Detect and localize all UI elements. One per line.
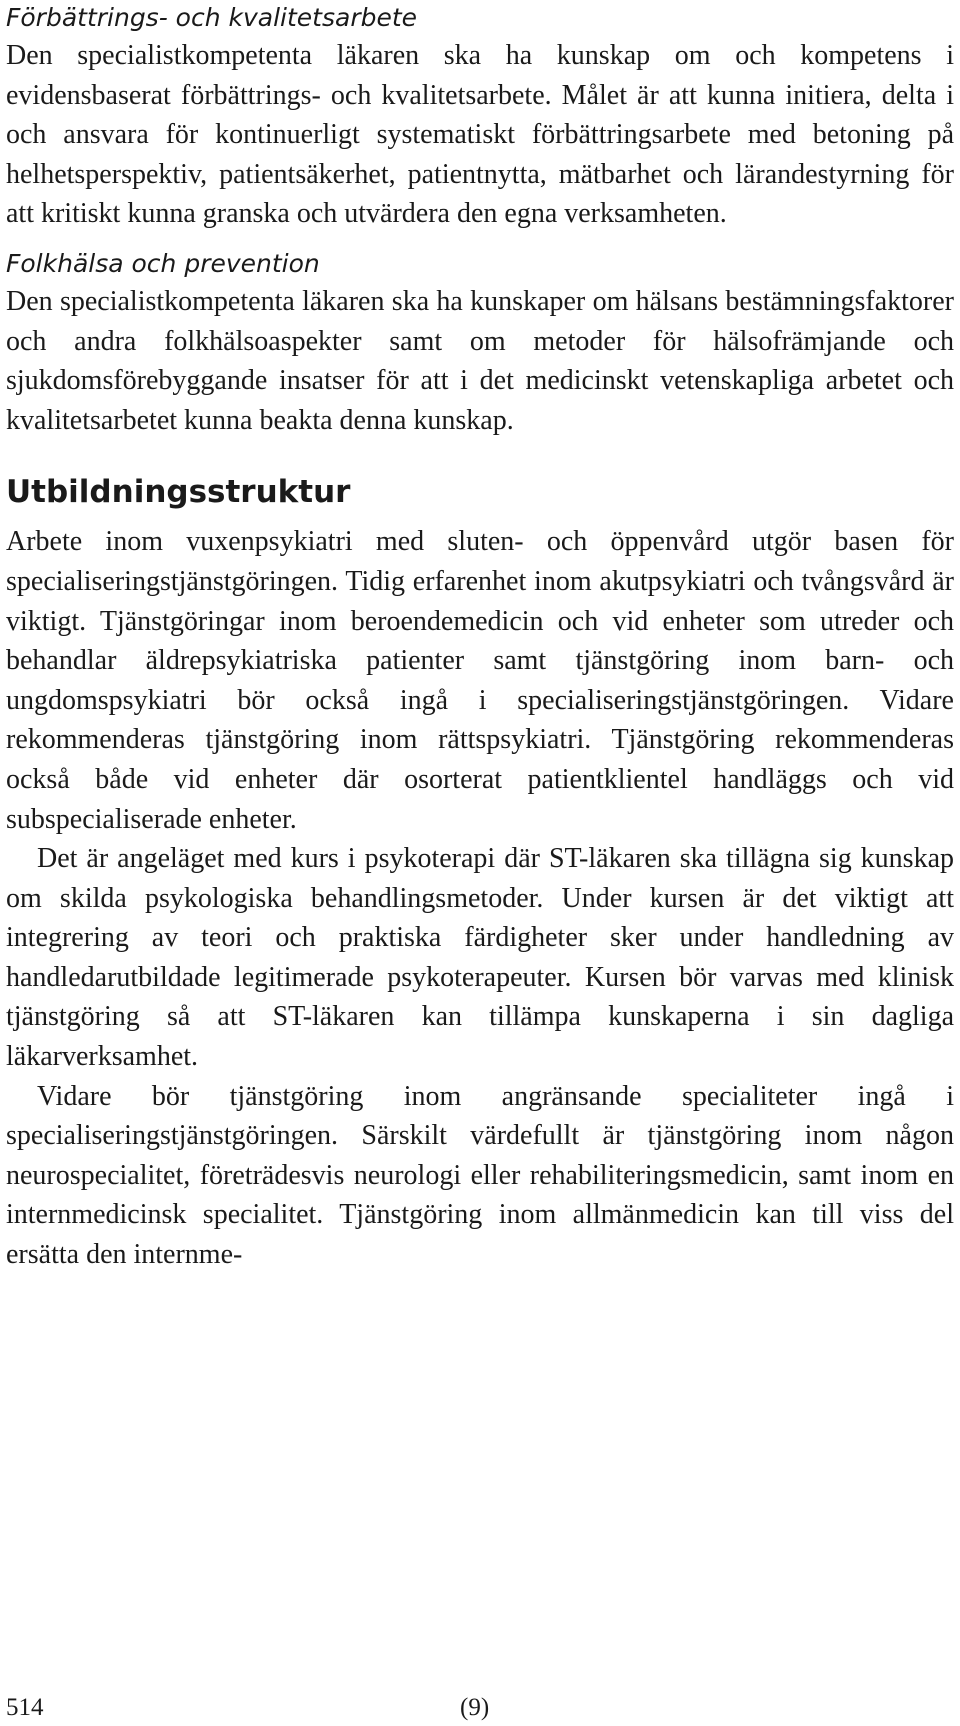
- main-heading-training-structure: Utbildningsstruktur: [6, 474, 351, 511]
- page-footer: [6, 1690, 954, 1726]
- section-number: (9): [460, 1694, 490, 1721]
- paragraph-training-structure-2: Det är angeläget med kurs i psykoterapi där ST-läkaren ska tillägna sig kunskap om skilda psykologiska behandlingsmetoder. Under kursen är det viktigt att integrering av teori och praktiska färdigheter sker under handledning av handledarutbildade legitimerade psykoterapeuter. Kursen bör varvas med klinisk tjänstgöring så att ST-läkaren kan tillämpa kunskaperna i sin dagliga läkarverksamhet.: [6, 843, 954, 1073]
- paragraph-training-structure-3: Vidare bör tjänstgöring inom angränsande specialiteter ingå i specialiseringstjänstgöringen. Särskilt värdefullt är tjänstgöring inom någon neurospecialitet, företrädesvis neurologi eller rehabiliteringsmedicin, samt inom en internmedicinsk specialitet. Tjänstgöring inom allmänmedicin kan till viss del ersätta den internme-: [6, 1080, 954, 1271]
- paragraph-improvement-quality: Den specialistkompetenta läkaren ska ha kunskap om och kompetens i evidensbaserat förbättrings- och kvalitetsarbete. Målet är att kunna initiera, delta i och ansvara för kontinuerligt systematiskt förbättringsarbete med betoning på helhetsperspektiv, patientsäkerhet, patientnytta, mätbarhet och lärandestyrning för att kritiskt kunna granska och utvärdera den egna verksamheten.: [6, 40, 954, 230]
- paragraph-public-health: Den specialistkompetenta läkaren ska ha kunskaper om hälsans bestämningsfaktorer och andra folkhälsoaspekter samt om metoder för hälsofrämjande och sjukdomsförebyggande insatser för att i det medicinskt vetenskapliga arbetet och kvalitetsarbetet kunna beakta denna kunskap.: [6, 285, 954, 436]
- section-heading-improvement-quality: Förbättrings- och kvalitetsarbete: [6, 3, 418, 32]
- paragraph-training-structure-1: Arbete inom vuxenpsykiatri med sluten- och öppenvård utgör basen för specialiseringstjänstgöringen. Tidig erfarenhet inom akutpsykiatri och tvångsvård är viktigt. Tjänstgöringar inom beroendemedicin och vid enheter som utreder och behandlar äldrepsykiatriska patienter samt tjänstgöring inom barn- och ungdomspsykiatri bör också ingå i specialiseringstjänstgöringen. Vidare rekommenderas tjänstgöring inom rättspsykiatri. Tjänstgöring rekommenderas också både vid enheter där osorterat patientklientel handläggs och vid subspecialiserade enheter.: [6, 526, 954, 835]
- section-spacer: [6, 440, 954, 470]
- heading-spacer: [6, 514, 954, 522]
- page-number: 514: [6, 1694, 44, 1721]
- document-page: [6, 0, 954, 1275]
- section-heading-public-health: Folkhälsa och prevention: [6, 248, 320, 278]
- section-spacer: [6, 234, 954, 246]
